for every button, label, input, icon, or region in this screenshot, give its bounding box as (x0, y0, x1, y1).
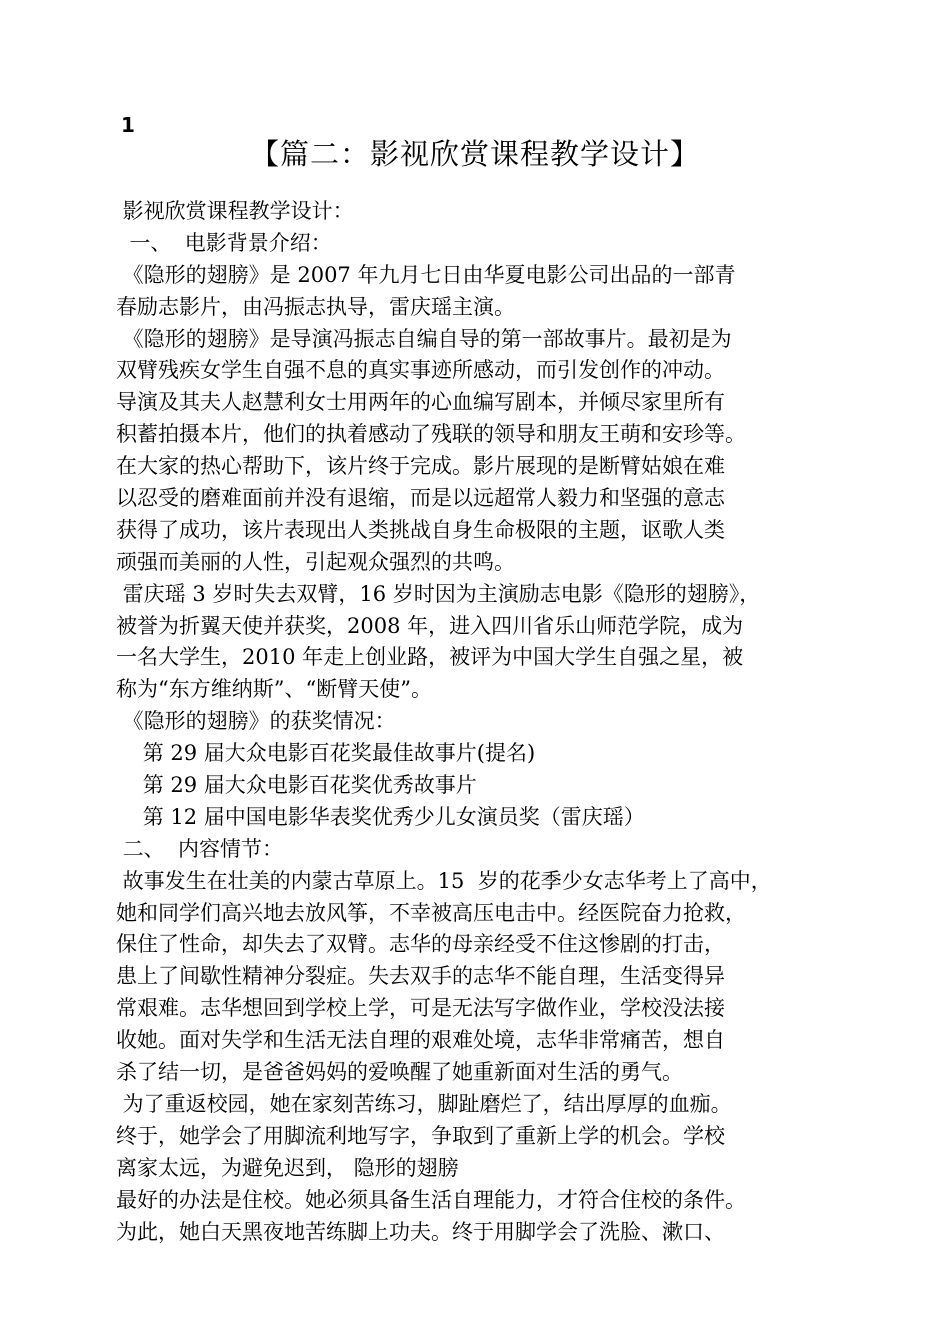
text-line: 第 12 届中国电影华表奖优秀少儿女演员奖（雷庆瑶） (116, 804, 645, 829)
document-title: 【篇二：影视欣赏课程教学设计】 (249, 137, 700, 171)
text-line: 第 29 届大众电影百花奖优秀故事片 (116, 773, 477, 798)
text-line: 以忍受的磨难面前并没有退缩，而是以远超常人毅力和坚强的意志 (116, 486, 725, 511)
text-line: 积蓄拍摄本片，他们的执着感动了残联的领导和朋友王萌和安珍等。 (116, 422, 746, 447)
text-line: 获得了成功，该片表现出人类挑战自身生命极限的主题，讴歌人类 (116, 517, 725, 542)
text-line: 双臂残疾女学生自强不息的真实事迹所感动，而引发创作的冲动。 (116, 358, 725, 383)
text-line: 最好的办法是住校。她必须具备生活自理能力，才符合住校的条件。 (116, 1187, 746, 1212)
text-line: 常艰难。志华想回到学校上学，可是无法写字做作业，学校没法接 (116, 996, 725, 1021)
text-line: 保住了性命，却失去了双臂。志华的母亲经受不住这惨剧的打击， (116, 932, 725, 957)
text-line: 二、 内容情节： (116, 836, 284, 861)
text-line: 收她。面对失学和生活无法自理的艰难处境，志华非常痛苦，想自 (116, 1028, 725, 1053)
text-line: 为了重返校园，她在家刻苦练习，脚趾磨烂了，结出厚厚的血痂。 (116, 1091, 732, 1116)
text-line: 患上了间歇性精神分裂症。失去双手的志华不能自理，生活变得异 (116, 964, 725, 989)
text-line: 第 29 届大众电影百花奖最佳故事片(提名) (116, 741, 536, 766)
page-number: 1 (121, 113, 135, 137)
text-line: 在大家的热心帮助下，该片终于完成。影片展现的是断臂姑娘在难 (116, 454, 725, 479)
text-line: 一名大学生，2010 年走上创业路，被评为中国大学生自强之星，被 (116, 645, 744, 670)
text-line: 影视欣赏课程教学设计： (116, 199, 354, 223)
text-line: 故事发生在壮美的内蒙古草原上。15 岁的花季少女志华考上了高中， (116, 868, 772, 893)
text-line: 雷庆瑶 3 岁时失去双臂，16 岁时因为主演励志电影《隐形的翅膀》， (116, 581, 761, 606)
text-line: 称为“东方维纳斯”、“断臂天使”。 (116, 677, 432, 702)
text-line: 为此，她白天黑夜地苦练脚上功夫。终于用脚学会了洗脸、漱口、 (116, 1219, 725, 1244)
document-body (116, 196, 916, 1248)
text-line: 一、 电影背景介绍： (116, 230, 332, 255)
text-line: 《隐形的翅膀》的获奖情况： (116, 709, 396, 734)
text-line: 顽强而美丽的人性，引起观众强烈的共鸣。 (116, 549, 515, 574)
text-line: 她和同学们高兴地去放风筝，不幸被高压电击中。经医院奋力抢救， (116, 900, 746, 925)
text-line: 离家太远，为避免迟到， 隐形的翅膀 (116, 1155, 459, 1180)
text-line: 春励志影片，由冯振志执导，雷庆瑶主演。 (116, 294, 515, 319)
text-line: 杀了结一切，是爸爸妈妈的爱唤醒了她重新面对生活的勇气。 (116, 1060, 683, 1085)
text-line: 被誉为折翼天使并获奖，2008 年，进入四川省乐山师范学院，成为 (116, 613, 744, 638)
text-line: 《隐形的翅膀》是导演冯振志自编自导的第一部故事片。最初是为 (116, 326, 732, 351)
text-line: 《隐形的翅膀》是 2007 年九月七日由华夏电影公司出品的一部青 (116, 262, 736, 287)
text-line: 终于，她学会了用脚流利地写字，争取到了重新上学的机会。学校 (116, 1123, 725, 1148)
text-line: 导演及其夫人赵慧利女士用两年的心血编写剧本，并倾尽家里所有 (116, 390, 725, 415)
